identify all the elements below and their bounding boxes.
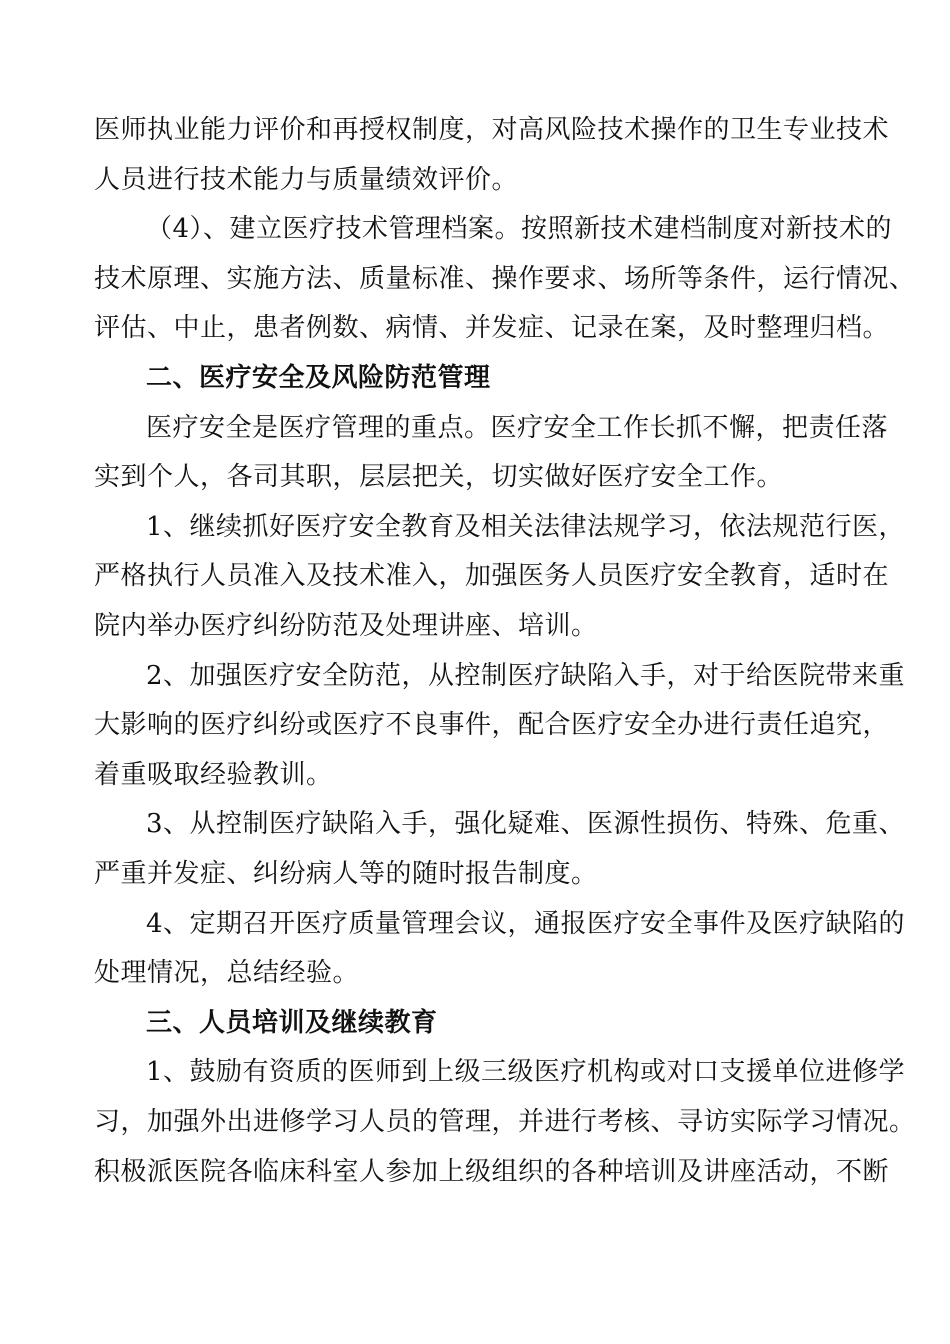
section-heading: 三、人员培训及继续教育 bbox=[146, 1008, 438, 1038]
body-text-line: 实到个人，各司其职，层层把关，切实做好医疗安全工作。 bbox=[94, 462, 784, 492]
body-text-line: 院内举办医疗纠纷防范及处理讲座、培训。 bbox=[94, 611, 598, 641]
body-text-line: （4）、建立医疗技术管理档案。按照新技术建档制度对新技术的 bbox=[146, 214, 893, 244]
section-heading: 二、医疗安全及风险防范管理 bbox=[146, 363, 491, 393]
body-text-line: 人员进行技术能力与质量绩效评价。 bbox=[94, 165, 519, 195]
body-text-line: 1、鼓励有资质的医师到上级三级医疗机构或对口支援单位进修学 bbox=[146, 1057, 906, 1087]
body-text-line: 2、加强医疗安全防范，从控制医疗缺陷入手，对于给医院带来重 bbox=[146, 661, 906, 691]
body-text-line: 大影响的医疗纠纷或医疗不良事件，配合医疗安全办进行责任追究， bbox=[94, 710, 890, 740]
body-text-line: 严重并发症、纠纷病人等的随时报告制度。 bbox=[94, 859, 598, 889]
body-text-line: 医疗安全是医疗管理的重点。医疗安全工作长抓不懈，把责任落 bbox=[146, 413, 889, 443]
body-text-line: 严格执行人员准入及技术准入，加强医务人员医疗安全教育，适时在 bbox=[94, 561, 890, 591]
body-text-line: 4、定期召开医疗质量管理会议，通报医疗安全事件及医疗缺陷的 bbox=[146, 909, 906, 939]
body-text-line: 1、继续抓好医疗安全教育及相关法律法规学习，依法规范行医， bbox=[146, 512, 906, 542]
body-text-line: 3、从控制医疗缺陷入手，强化疑难、医源性损伤、特殊、危重、 bbox=[146, 809, 906, 839]
body-text-line: 评估、中止，患者例数、病情、并发症、记录在案，及时整理归档。 bbox=[94, 313, 890, 343]
body-text-line: 技术原理、实施方法、质量标准、操作要求、场所等条件，运行情况、 bbox=[94, 264, 916, 294]
body-text-line: 医师执业能力评价和再授权制度，对高风险技术操作的卫生专业技术 bbox=[94, 115, 890, 145]
body-text-line: 习，加强外出进修学习人员的管理，并进行考核、寻访实际学习情况。 bbox=[94, 1107, 916, 1137]
body-text-line: 积极派医院各临床科室人参加上级组织的各种培训及讲座活动，不断 bbox=[94, 1157, 890, 1187]
body-text-line: 着重吸取经验教训。 bbox=[94, 760, 333, 790]
body-text-line: 处理情况，总结经验。 bbox=[94, 958, 360, 988]
